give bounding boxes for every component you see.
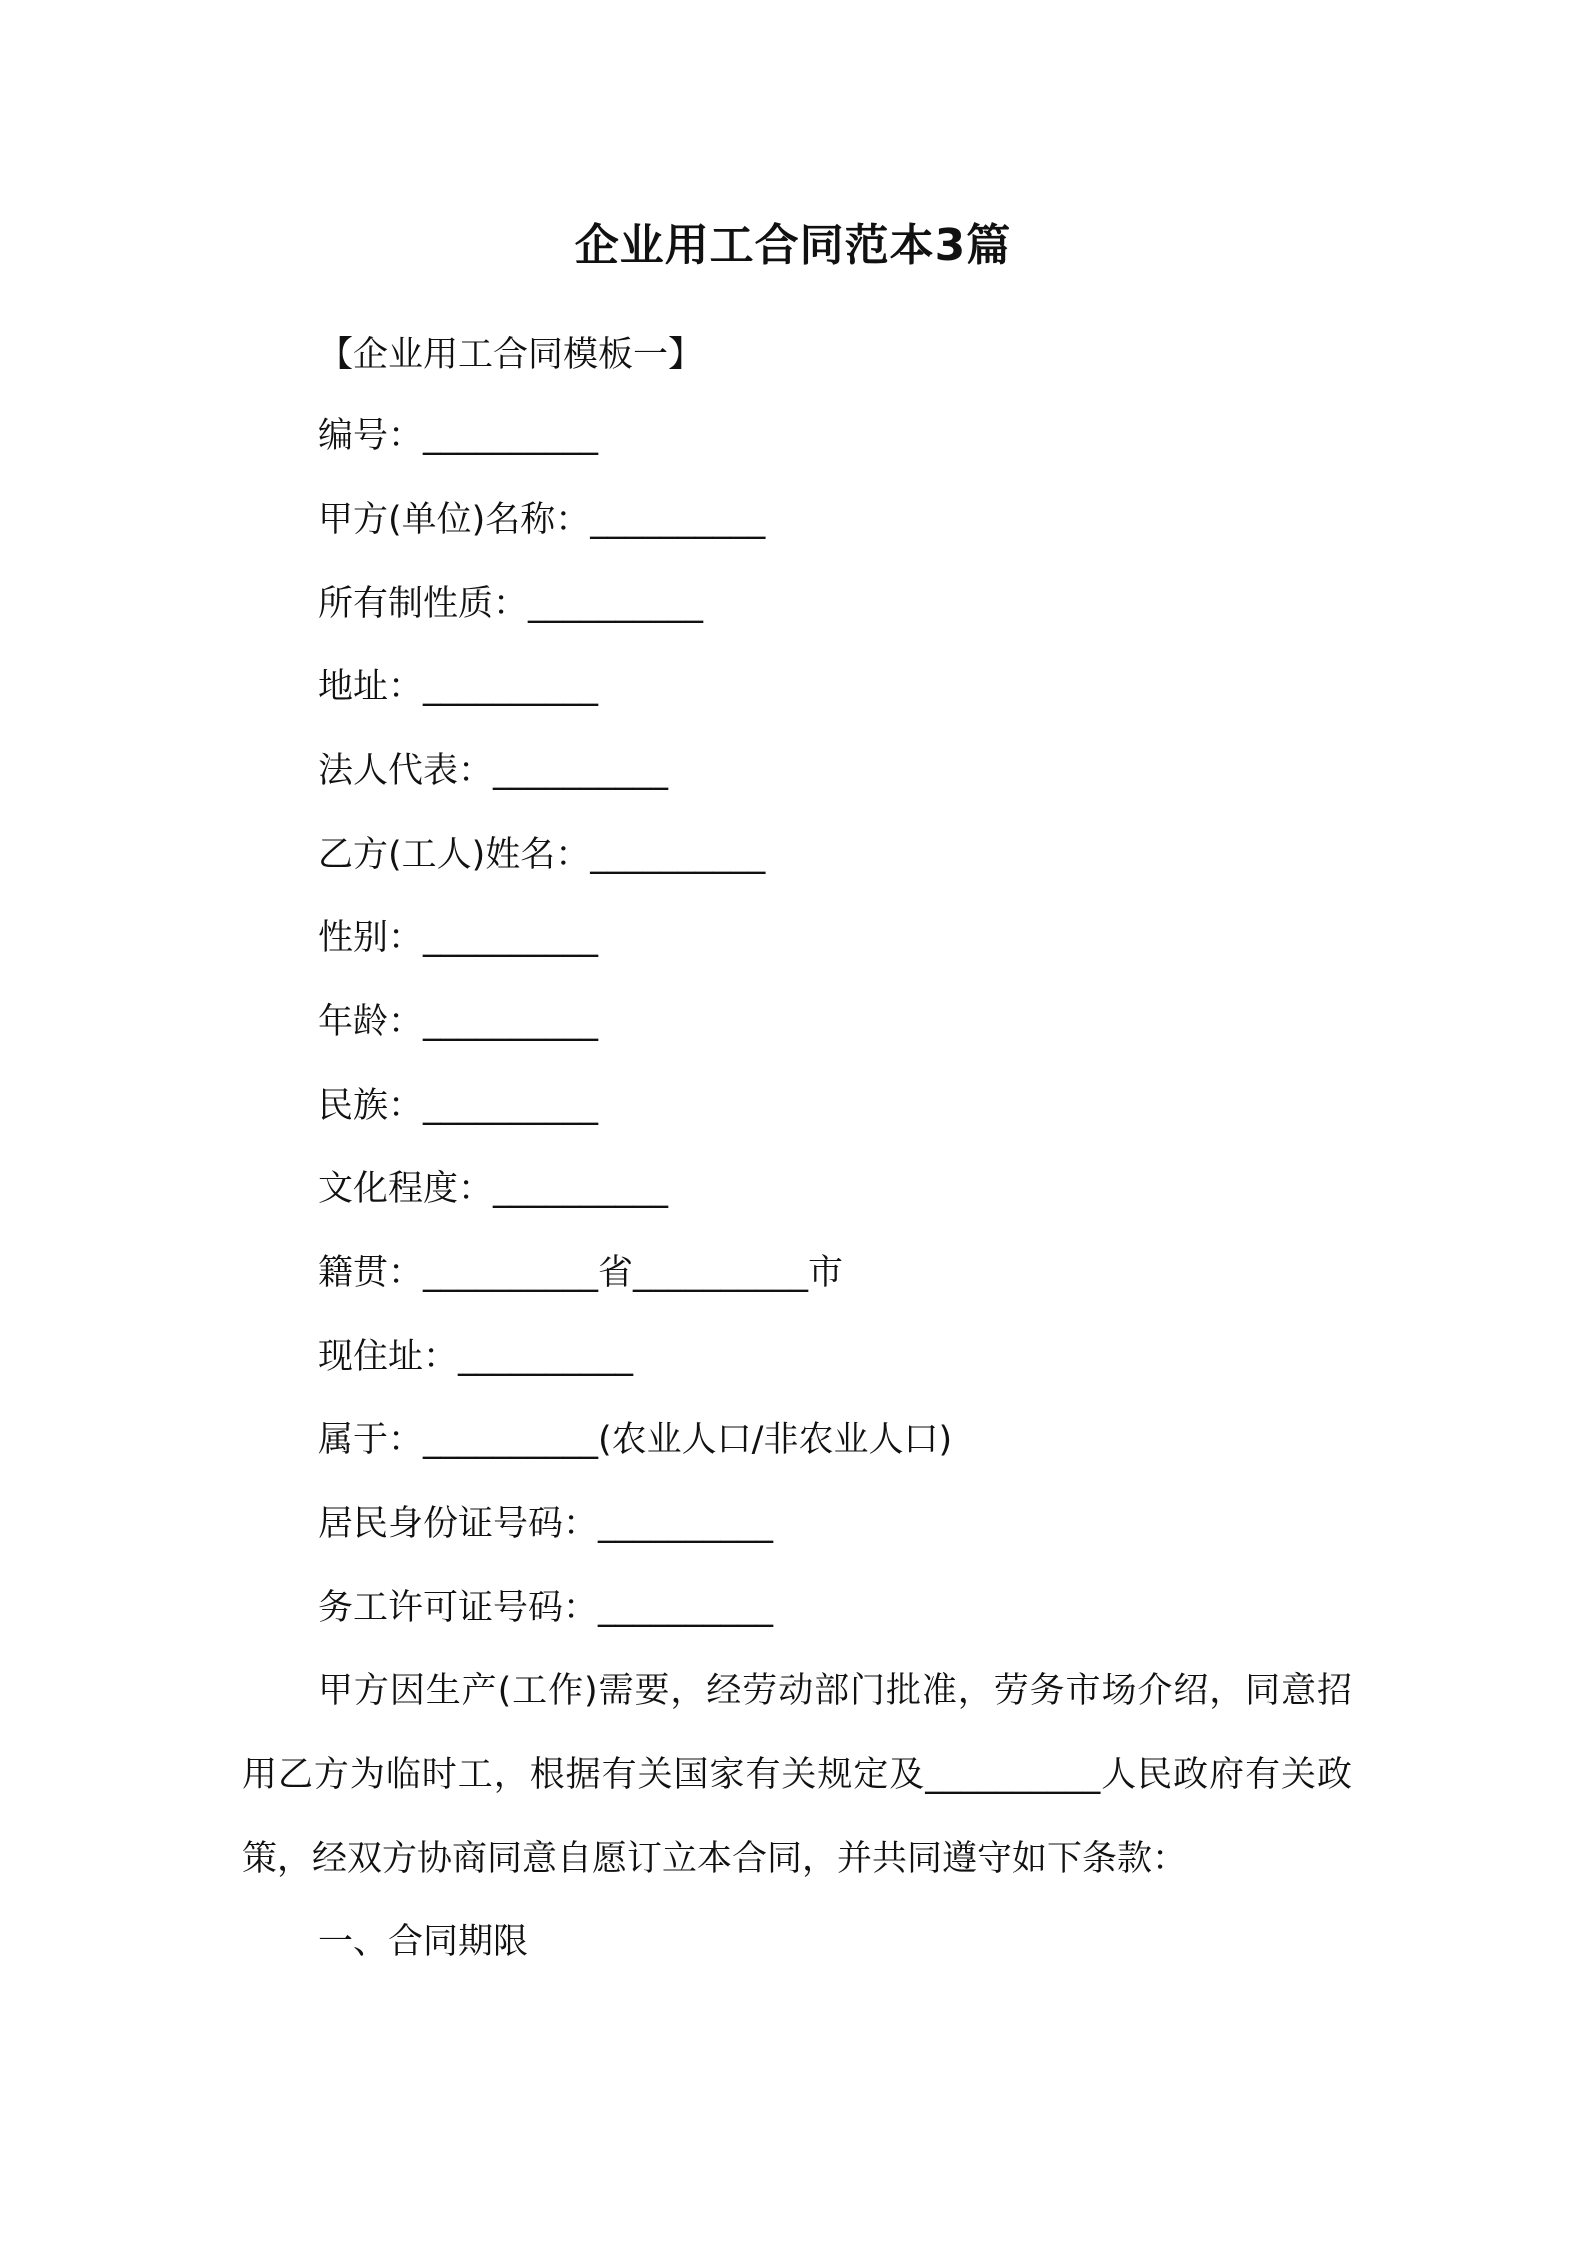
field-ethnicity: 民族：__________: [318, 1086, 599, 1126]
field-current-address: 现住址：__________: [318, 1337, 634, 1377]
section-heading-contract-term: 一、合同期限: [318, 1922, 529, 1962]
field-ownership-type: 所有制性质：__________: [318, 584, 704, 624]
field-work-permit-number: 务工许可证号码：__________: [318, 1588, 774, 1628]
field-household-type: 属于：__________(农业人口/非农业人口): [318, 1420, 953, 1460]
field-age: 年龄：__________: [318, 1002, 599, 1042]
field-native-place: 籍贯：__________省__________市: [318, 1253, 844, 1293]
intro-paragraph: 甲方因生产(工作)需要，经劳动部门批准，劳务市场介绍，同意招用乙方为临时工，根据有关国家有关规定及__________人民政府有关政策，经双方协商同意自愿订立本合同，并共同遵守如下条款：: [242, 1671, 1352, 1879]
field-education: 文化程度：__________: [318, 1169, 669, 1209]
field-legal-representative: 法人代表：__________: [318, 751, 669, 791]
field-serial-number: 编号：__________: [318, 416, 599, 456]
document-title: 企业用工合同范本3篇: [574, 220, 1012, 271]
field-party-a-name: 甲方(单位)名称：__________: [318, 500, 766, 540]
field-id-number: 居民身份证号码：__________: [318, 1504, 774, 1544]
template-heading: 【企业用工合同模板一】: [318, 335, 704, 375]
field-address: 地址：__________: [318, 667, 599, 707]
field-gender: 性别：__________: [318, 918, 599, 958]
field-party-b-name: 乙方(工人)姓名：__________: [318, 835, 766, 875]
